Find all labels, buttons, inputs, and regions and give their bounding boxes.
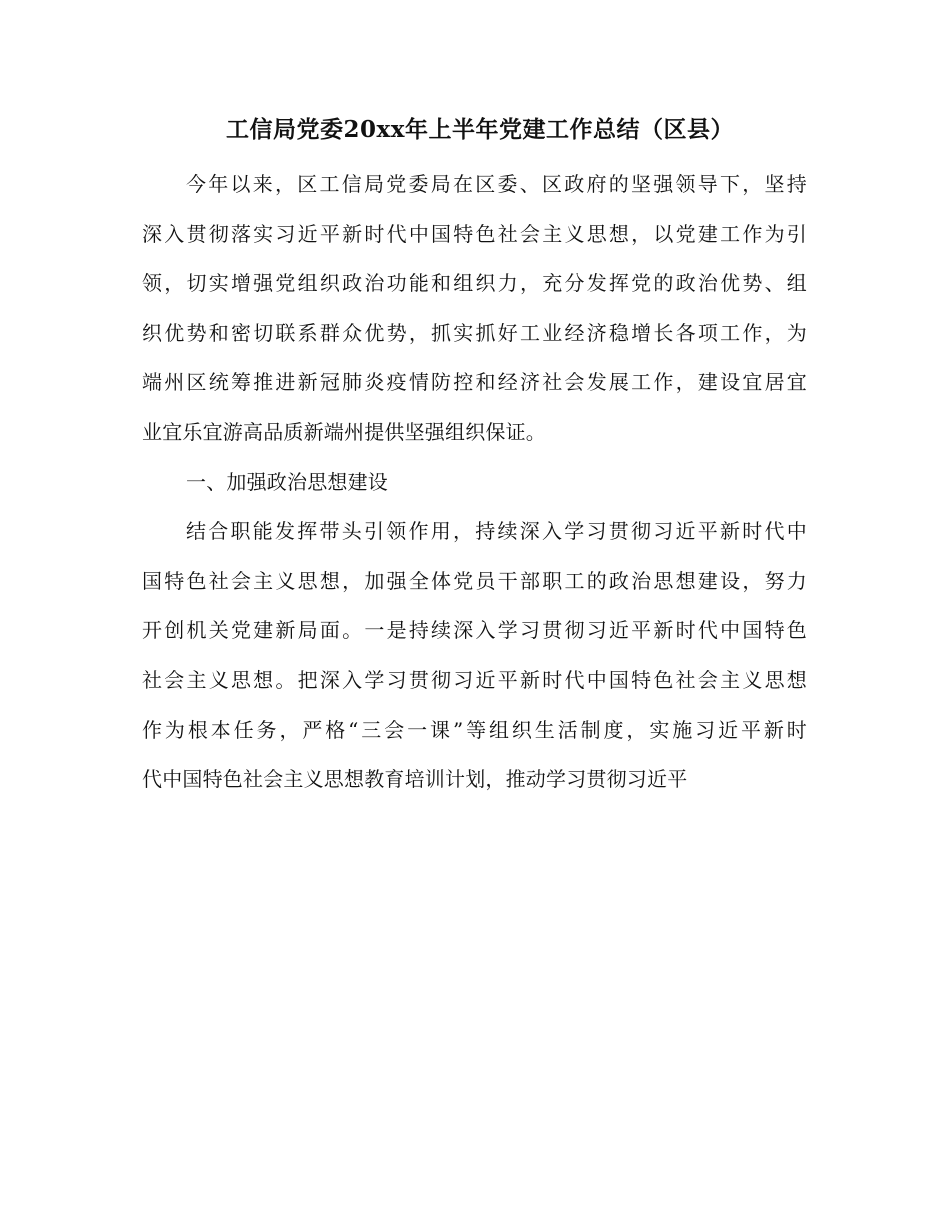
paragraph-2-line-1: 结合职能发挥带头引领作用，持续深入学习贯彻习近平新时代中 — [186, 519, 807, 544]
document-title: 工信局党委20xx年上半年党建工作总结（区县） — [226, 116, 734, 143]
paragraph-1-line-3: 领，切实增强党组织政治功能和组织力，充分发挥党的政治优势、组 — [142, 271, 807, 296]
document-body — [142, 160, 807, 805]
paragraph-2-line-2: 国特色社会主义思想，加强全体党员干部职工的政治思想建设，努力 — [142, 568, 807, 593]
paragraph-1-line-4: 织优势和密切联系群众优势，抓实抓好工业经济稳增长各项工作，为 — [142, 320, 807, 345]
paragraph-2-line-6: 代中国特色社会主义思想教育培训计划，推动学习贯彻习近平 — [142, 767, 688, 792]
section-heading-1: 一、加强政治思想建设 — [186, 469, 388, 494]
paragraph-2-line-5: 作为根本任务，严格“三会一课”等组织生活制度，实施习近平新时 — [142, 717, 807, 742]
paragraph-1-line-5: 端州区统筹推进新冠肺炎疫情防控和经济社会发展工作，建设宜居宜 — [142, 370, 807, 395]
paragraph-2-line-3: 开创机关党建新局面。一是持续深入学习贯彻习近平新时代中国特色 — [142, 618, 807, 643]
paragraph-1-line-2: 深入贯彻落实习近平新时代中国特色社会主义思想，以党建工作为引 — [142, 221, 807, 246]
paragraph-2-line-4: 社会主义思想。把深入学习贯彻习近平新时代中国特色社会主义思想 — [142, 667, 807, 692]
paragraph-1-line-1: 今年以来，区工信局党委局在区委、区政府的坚强领导下，坚持 — [186, 172, 807, 196]
paragraph-1-line-6: 业宜乐宜游高品质新端州提供坚强组织保证。 — [142, 419, 546, 444]
